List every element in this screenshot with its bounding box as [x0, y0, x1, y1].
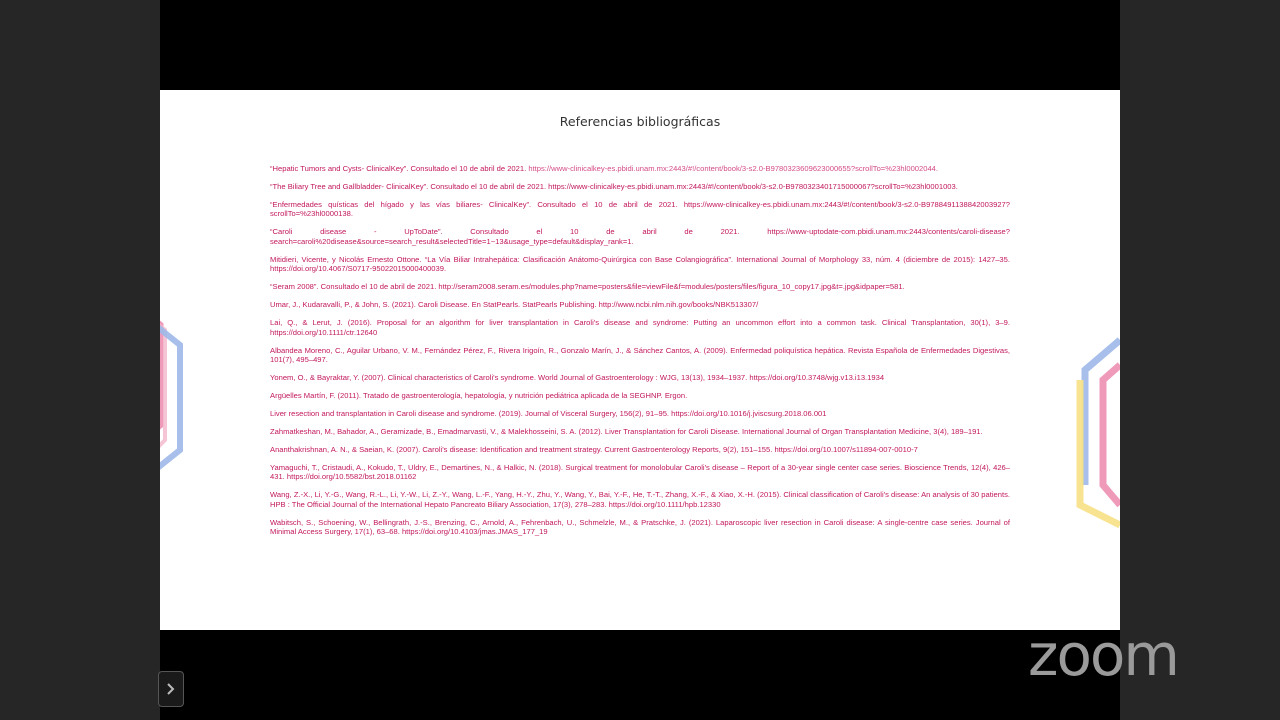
reference-text: Lai, Q., & Lerut, J. (2016). Proposal for an algorithm for liver transplantation in Caroli's disease and syndrome: Putting an uncommon effort into a common task. Clinical Transplantation, 30(1), 3–9. https://doi.org/10.1111/ctr.12640: [270, 318, 1010, 337]
reference-text: “Caroli disease - UpToDate”. Consultado el 10 de abril de 2021. https://www-uptodate-com.pbidi.unam.mx:2443/contents/caroli-disease?search=caroli%20disease&source=search_result&selectedTitle=1~13&usage_type=default&display_rank=1.: [270, 227, 1010, 246]
reference-item: [270, 164, 1010, 173]
zoom-logo: zoom: [1028, 621, 1178, 689]
reference-item: [270, 391, 1010, 400]
reference-item: [270, 200, 1010, 219]
reference-item: [270, 318, 1010, 337]
reference-item: [270, 409, 1010, 418]
reference-text: “Seram 2008”. Consultado el 10 de abril de 2021. http://seram2008.seram.es/modules.php?name=posters&file=viewFile&f=modules/posters/files/figura_10_copy17.jpg&t=.jpg&idpaper=581.: [270, 282, 905, 292]
shared-slide: [160, 90, 1120, 630]
reference-text: Umar, J., Kudaravalli, P., & John, S. (2021). Caroli Disease. En StatPearls. StatPearls Publishing. http://www.ncbi.nlm.nih.gov/books/NBK513307/: [270, 300, 759, 310]
right-hexagon-decoration: [1065, 335, 1120, 535]
reference-text: Albandea Moreno, C., Aguilar Urbano, V. M., Fernández Pérez, F., Rivera Irigoín, R., Gonzalo Marín, J., & Sánchez Cantos, A. (2009). Enfermedad poliquística hepática. Revista Española de Enfermedades Digestivas, 101(7), 495–497.: [270, 345, 1010, 365]
right-letterbox: [1120, 0, 1280, 720]
chevron-right-icon: [166, 682, 176, 696]
reference-link[interactable]: https://www-clinicalkey-es.pbidi.unam.mx:2443/#!/content/book/3-s2.0-B9780323609623000655?scrollTo=%23hl0002044.: [528, 164, 939, 173]
reference-text: Wang, Z.-X., Li, Y.-G., Wang, R.-L., Li, Y.-W., Li, Z.-Y., Wang, L.-F., Yang, H.-Y., Zhu, Y., Wang, Y., Bai, Y.-F., He, T.-T., Zhang, X.-F., & Xiao, X.-H. (2015). Clinical classification of Caroli's disease: An analysis of 30 patients. HPB : The Official Journal of the International Hepato Pancreato Biliary Association, 17(3), 278–283. https://doi.org/10.1111/hpb.12330: [270, 490, 1010, 509]
left-letterbox: [0, 0, 160, 720]
reference-text: “Hepatic Tumors and Cysts- ClinicalKey”. Consultado el 10 de abril de 2021.: [270, 164, 529, 173]
reference-text: “The Biliary Tree and Gallbladder- ClinicalKey”. Consultado el 10 de abril de 2021. https://www-clinicalkey-es.pbidi.unam.mx:2443/#!/content/book/3-s2.0-B9780323401715000067?scrollTo=%23hl0001003.: [270, 182, 958, 191]
reference-item: [270, 463, 1010, 482]
reference-item: [270, 227, 1010, 246]
reference-text: “Enfermedades quísticas del hígado y las vías biliares- ClinicalKey”. Consultado el 10 de abril de 2021. https://www-clinicalkey-es.pbidi.unam.mx:2443/#!/content/book/3-s2.0-B9788491138842003927?scrollTo=%23hl0000138.: [270, 200, 1010, 219]
reference-text: Yamaguchi, T., Cristaudi, A., Kokudo, T., Uldry, E., Demartines, N., & Halkic, N. (2018). Surgical treatment for monolobular Caroli's disease – Report of a 30-year single center case series. Bioscience Trends, 12(4), 426–431. https://doi.org/10.5582/bst.2018.01162: [270, 463, 1010, 482]
reference-item: [270, 427, 1010, 436]
reference-text: Wabitsch, S., Schoening, W., Bellingrath, J.-S., Brenzing, C., Arnold, A., Fehrenbach, U., Schmelzle, M., & Pratschke, J. (2021). Laparoscopic liver resection in Caroli disease: A single-centre case series. Journal of Minimal Access Surgery, 17(1), 63–68. https://doi.org/10.4103/jmas.JMAS_177_19: [270, 517, 1010, 537]
next-slide-button[interactable]: [158, 671, 184, 707]
reference-item: [270, 346, 1010, 365]
reference-item: [270, 518, 1010, 537]
reference-item: [270, 300, 1010, 309]
reference-item: [270, 282, 1010, 291]
reference-item: [270, 182, 1010, 191]
reference-list: [270, 164, 1010, 545]
reference-text: Yonem, O., & Bayraktar, Y. (2007). Clinical characteristics of Caroli's syndrome. World Journal of Gastroenterology : WJG, 13(13), 1934–1937. https://doi.org/10.3748/wjg.v13.i13.1934: [270, 373, 885, 383]
reference-item: [270, 373, 1010, 382]
reference-text: Liver resection and transplantation in Caroli disease and syndrome. (2019). Journal of Visceral Surgery, 156(2), 91–95. https://doi.org/10.1016/j.jviscsurg.2018.06.001: [270, 409, 827, 419]
reference-text: Zahmatkeshan, M., Bahador, A., Geramizade, B., Emadmarvasti, V., & Malekhosseini, S. A. (2012). Liver Transplantation for Caroli Disease. International Journal of Organ Transplantation Medicine, 3(4), 189–191.: [270, 427, 983, 437]
reference-text: Mitidieri, Vicente, y Nicolás Ernesto Ottone. “La Vía Biliar Intrahepática: Clasificación Anátomo-Quirúrgica con Base Colangiográfica”. International Journal of Morphology 33, núm. 4 (diciembre de 2015): 1427–35. https://doi.org/10.4067/S0717-95022015000400039.: [270, 254, 1010, 274]
left-hexagon-decoration: [160, 290, 220, 490]
slide-title: Referencias bibliográficas: [559, 114, 721, 129]
reference-text: Argüelles Martín, F. (2011). Tratado de gastroenterología, hepatología, y nutrición pediátrica aplicada de la SEGHNP. Ergon.: [270, 391, 688, 401]
reference-item: [270, 490, 1010, 509]
reference-item: [270, 445, 1010, 454]
reference-item: [270, 255, 1010, 274]
reference-text: Ananthakrishnan, A. N., & Saeian, K. (2007). Caroli's disease: Identification and treatment strategy. Current Gastroenterology Reports, 9(2), 151–155. https://doi.org/10.1007/s11894-007-0010-7: [270, 445, 918, 455]
